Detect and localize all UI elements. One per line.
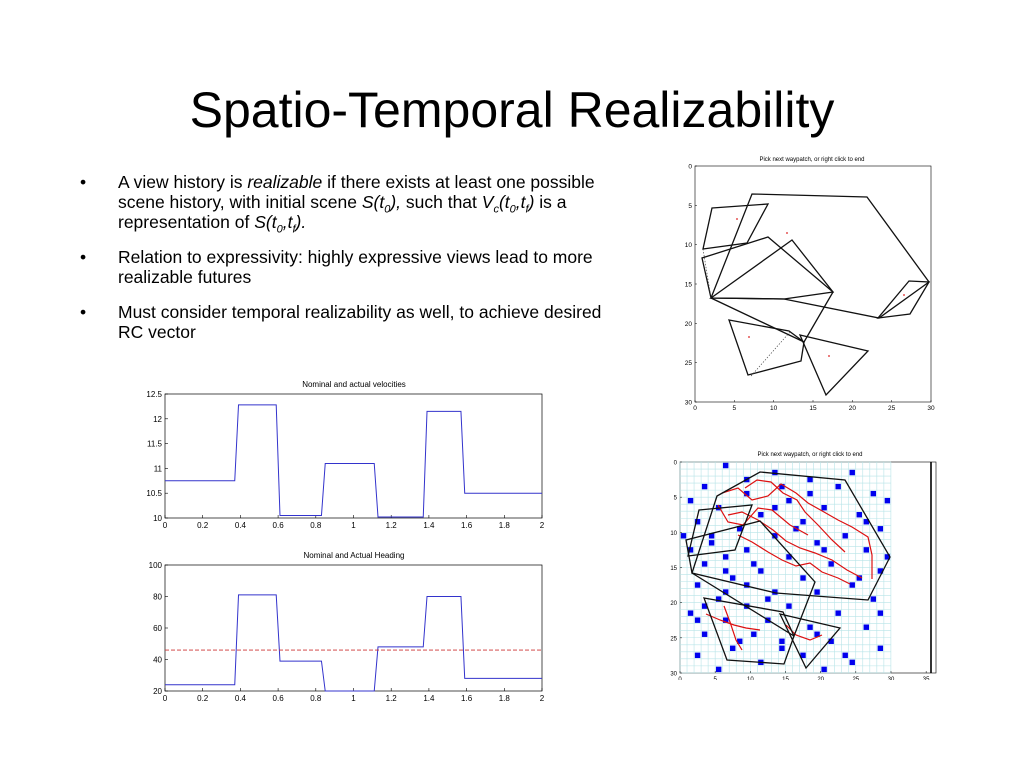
obstacle-cell: [751, 561, 756, 566]
math-s-t0-tf: $S(t_0,t_f)$.: [254, 212, 307, 236]
obstacle-cell: [857, 512, 862, 517]
x-tick-label: 25: [888, 405, 896, 412]
obstacle-cell: [688, 498, 693, 503]
obstacle-cell: [800, 519, 805, 524]
x-tick-label: 0.2: [197, 521, 209, 530]
obstacle-cell: [835, 610, 840, 615]
obstacle-cell: [807, 491, 812, 496]
obstacle-cell: [702, 632, 707, 637]
obstacle-cell: [772, 505, 777, 510]
bullet-text: A view history is: [118, 172, 248, 192]
y-tick-label: 15: [684, 281, 692, 289]
obstacle-cell: [723, 554, 728, 559]
obstacle-cell: [702, 484, 707, 489]
y-tick-label: 10.5: [146, 489, 162, 499]
x-tick-label: 10: [770, 405, 778, 412]
obstacle-cell: [681, 533, 686, 538]
obstacle-cell: [842, 653, 847, 658]
obstacle-cell: [695, 582, 700, 587]
bullet-temporal: • Must consider temporal realizability as well, to achieve desired RC vector: [80, 302, 620, 342]
x-tick-label: 0: [678, 677, 682, 680]
x-tick-label: 0.4: [234, 521, 246, 530]
bullet-text: if there exists at least one possible scene history, with initial scene: [118, 172, 595, 212]
obstacle-cell: [871, 596, 876, 601]
x-tick-label: 1.6: [461, 694, 473, 703]
obstacle-cell: [850, 582, 855, 587]
obstacle-cell: [695, 653, 700, 658]
obstacle-cell: [730, 646, 735, 651]
bullet-text: is a representation of: [118, 192, 567, 232]
y-tick-label: 80: [153, 592, 162, 602]
y-tick-label: 0: [688, 163, 692, 171]
x-tick-label: 30: [927, 405, 935, 412]
obstacle-cell: [835, 484, 840, 489]
y-tick-label: 10: [684, 242, 692, 250]
obstacle-cell: [878, 646, 883, 651]
obstacle-cell: [807, 624, 812, 629]
obstacle-cell: [850, 660, 855, 665]
obstacle-cell: [758, 568, 763, 573]
waypoint-map-bottom: [660, 448, 945, 680]
y-tick-label: 15: [670, 566, 677, 572]
x-tick-label: 1.8: [498, 521, 510, 530]
y-tick-label: 11: [153, 464, 162, 474]
y-tick-label: 100: [148, 561, 162, 570]
y-tick-label: 11.5: [147, 439, 162, 449]
y-tick-label: 12: [153, 414, 162, 424]
y-tick-label: 0: [673, 460, 677, 467]
obstacle-cell: [800, 575, 805, 580]
obstacle-cell: [765, 596, 770, 601]
y-tick-label: 20: [670, 601, 677, 608]
x-tick-label: 15: [782, 677, 789, 680]
obstacle-cell: [878, 610, 883, 615]
y-tick-label: 5: [688, 202, 692, 210]
obstacle-cell: [821, 505, 826, 510]
obstacle-cell: [744, 547, 749, 552]
plot-frame: [165, 394, 542, 518]
x-tick-label: 0.8: [310, 521, 322, 530]
y-tick-label: 12.5: [146, 390, 162, 399]
obstacle-cell: [779, 646, 784, 651]
obstacle-cell: [723, 568, 728, 573]
waypoint-map-top: [672, 152, 942, 414]
x-tick-label: 5: [732, 405, 737, 412]
obstacle-cell: [871, 491, 876, 496]
x-tick-label: 5: [713, 677, 717, 680]
obstacle-cell: [688, 610, 693, 615]
y-tick-label: 60: [153, 624, 162, 633]
velocity-chart: [130, 376, 560, 531]
x-tick-label: 0: [162, 694, 168, 703]
y-tick-label: 25: [684, 360, 692, 368]
y-tick-label: 40: [153, 655, 162, 665]
bullet-list: [80, 172, 620, 357]
x-tick-label: 0.2: [197, 694, 209, 703]
chart-title: Nominal and Actual Heading: [303, 551, 405, 560]
y-tick-label: 25: [670, 636, 677, 643]
x-tick-label: 0.4: [234, 694, 246, 703]
x-tick-label: 30: [887, 677, 895, 680]
x-tick-label: 2: [539, 694, 545, 703]
x-tick-label: 1.2: [385, 521, 397, 530]
y-tick-label: 20: [153, 687, 162, 696]
obstacle-cell: [850, 470, 855, 475]
y-tick-label: 10: [153, 514, 162, 523]
obstacle-cell: [709, 540, 714, 545]
x-tick-label: 1.8: [498, 694, 510, 703]
chart-title: Nominal and actual velocities: [302, 380, 406, 389]
x-tick-label: 1.6: [461, 521, 473, 530]
bullet-expressivity: • Relation to expressivity: highly expressive views lead to more realizable futures: [80, 247, 620, 287]
y-tick-label: 30: [670, 671, 677, 678]
x-tick-label: 35: [922, 677, 930, 680]
x-tick-label: 0.6: [272, 521, 284, 530]
obstacle-cell: [828, 561, 833, 566]
plot-frame: [165, 565, 542, 691]
y-tick-label: 10: [670, 530, 677, 537]
obstacle-cell: [779, 639, 784, 644]
x-tick-label: 1: [351, 521, 356, 530]
obstacle-cell: [716, 667, 721, 672]
obstacle-cell: [786, 603, 791, 608]
obstacle-cell: [723, 463, 728, 468]
x-tick-label: 20: [848, 405, 856, 412]
obstacle-cell: [842, 533, 847, 538]
obstacle-cell: [772, 470, 777, 475]
x-tick-label: 2: [539, 521, 545, 530]
figure-title: Pick next waypatch, or right click to end: [759, 157, 865, 163]
obstacle-cell: [864, 624, 869, 629]
obstacle-cell: [730, 575, 735, 580]
x-tick-label: 0: [162, 521, 168, 530]
obstacle-cell: [885, 498, 890, 503]
obstacle-cell: [786, 498, 791, 503]
x-tick-label: 1: [351, 694, 356, 703]
emphasis-realizable: realizable: [247, 172, 323, 192]
x-tick-label: 1.4: [423, 521, 435, 530]
x-tick-label: 25: [852, 677, 860, 680]
obstacle-cell: [695, 617, 700, 622]
x-tick-label: 1.4: [423, 694, 435, 703]
math-s-t0: $S(t_0)$,: [361, 192, 402, 216]
x-tick-label: 1.2: [385, 694, 397, 703]
y-tick-label: 30: [684, 399, 692, 407]
obstacle-cell: [751, 632, 756, 637]
x-tick-label: 0.8: [310, 694, 322, 703]
x-tick-label: 0: [693, 405, 697, 412]
y-tick-label: 20: [684, 320, 692, 328]
bullet-text: such that: [401, 192, 482, 212]
bullet-realizable: [80, 172, 620, 236]
x-tick-label: 0.6: [272, 694, 284, 703]
x-tick-label: 20: [817, 677, 825, 680]
obstacle-cell: [814, 589, 819, 594]
obstacle-cell: [821, 667, 826, 672]
obstacle-cell: [821, 547, 826, 552]
obstacle-cell: [878, 526, 883, 531]
obstacle-cell: [864, 547, 869, 552]
obstacle-cell: [702, 561, 707, 566]
y-tick-label: 5: [673, 495, 677, 502]
figure-title: Pick next waypatch, or right click to end: [757, 452, 863, 458]
heading-chart: [130, 548, 560, 708]
slide-title: Spatio-Temporal Realizability: [189, 82, 835, 138]
obstacle-cell: [807, 477, 812, 482]
obstacle-cell: [758, 512, 763, 517]
x-tick-label: 10: [746, 677, 754, 680]
obstacle-cell: [814, 540, 819, 545]
math-vc: $V_c(t_0,t_f)$: [481, 192, 535, 216]
x-tick-label: 15: [809, 405, 817, 412]
